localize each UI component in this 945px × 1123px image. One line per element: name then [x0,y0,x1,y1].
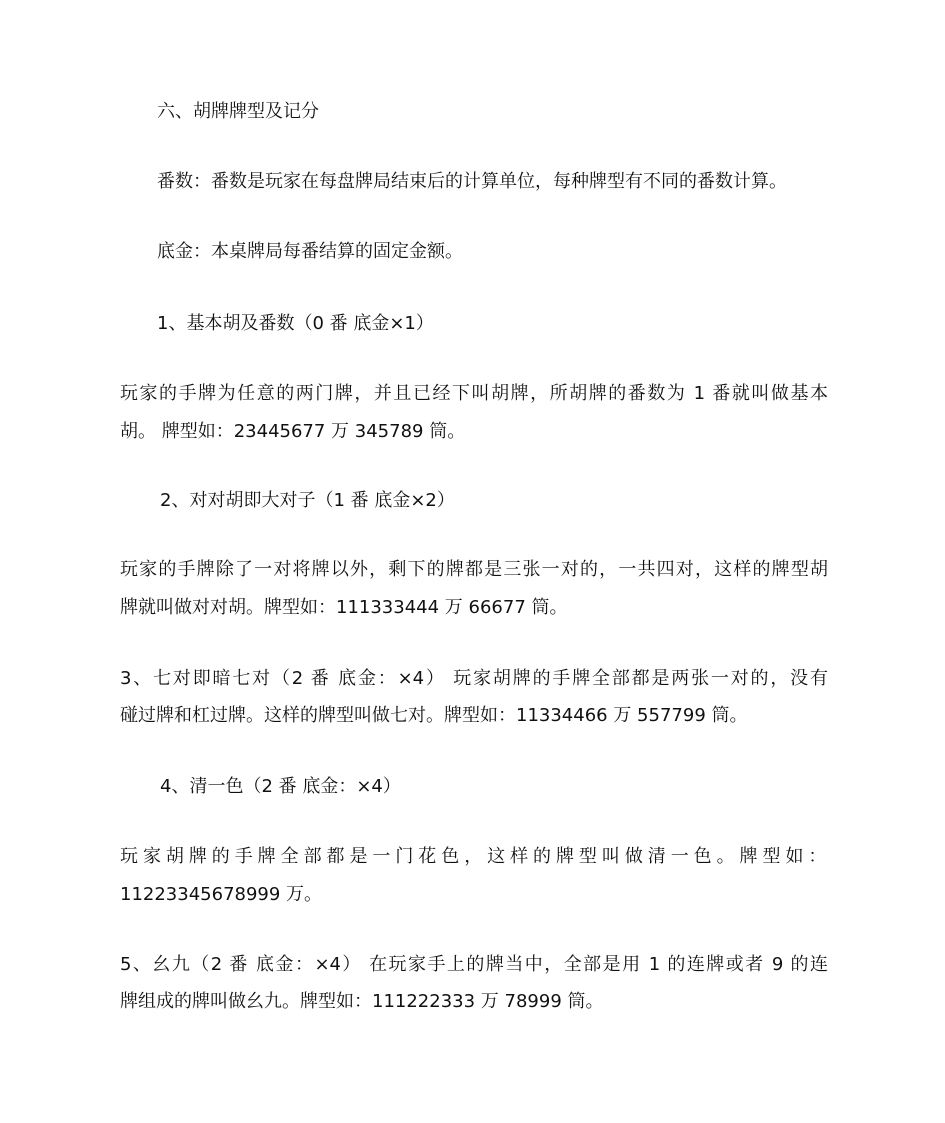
definition-dijin: 底金：本桌牌局每番结算的固定金额。 [157,241,463,262]
definition-fanshu: 番数：番数是玩家在每盘牌局结束后的计算单位，每种牌型有不同的番数计算。 [157,171,787,192]
item-1-body-line-2: 胡。 牌型如：23445677 万 345789 筒。 [120,421,466,442]
item-3-line-1: 3、七对即暗七对（2 番 底金：×4） 玩家胡牌的手牌全部都是两张一对的，没有 [120,668,828,689]
item-1-body-line-1: 玩家的手牌为任意的两门牌，并且已经下叫胡牌，所胡牌的番数为 1 番就叫做基本 [120,383,828,404]
item-5-line-2: 牌组成的牌叫做幺九。牌型如：111222333 万 78999 筒。 [120,991,604,1012]
item-4-body-line-2: 11223345678999 万。 [120,884,323,905]
section-title: 六、胡牌牌型及记分 [157,101,319,122]
item-2-body-line-2: 牌就叫做对对胡。牌型如：111333444 万 66677 筒。 [120,597,568,618]
item-3-line-2: 碰过牌和杠过牌。这样的牌型叫做七对。牌型如：11334466 万 557799 筒。 [120,705,748,726]
item-4-body-line-1: 玩家胡牌的手牌全部都是一门花色，这样的牌型叫做清一色。牌型如： [120,846,828,867]
item-2-body-line-1: 玩家的手牌除了一对将牌以外，剩下的牌都是三张一对的，一共四对，这样的牌型胡 [120,559,828,580]
item-2-heading: 2、对对胡即大对子（1 番 底金×2） [160,490,455,511]
item-1-heading: 1、基本胡及番数（0 番 底金×1） [157,313,434,334]
item-5-line-1: 5、幺九（2 番 底金：×4） 在玩家手上的牌当中，全部是用 1 的连牌或者 9 的连 [120,954,828,975]
item-4-heading: 4、清一色（2 番 底金：×4） [160,776,401,797]
